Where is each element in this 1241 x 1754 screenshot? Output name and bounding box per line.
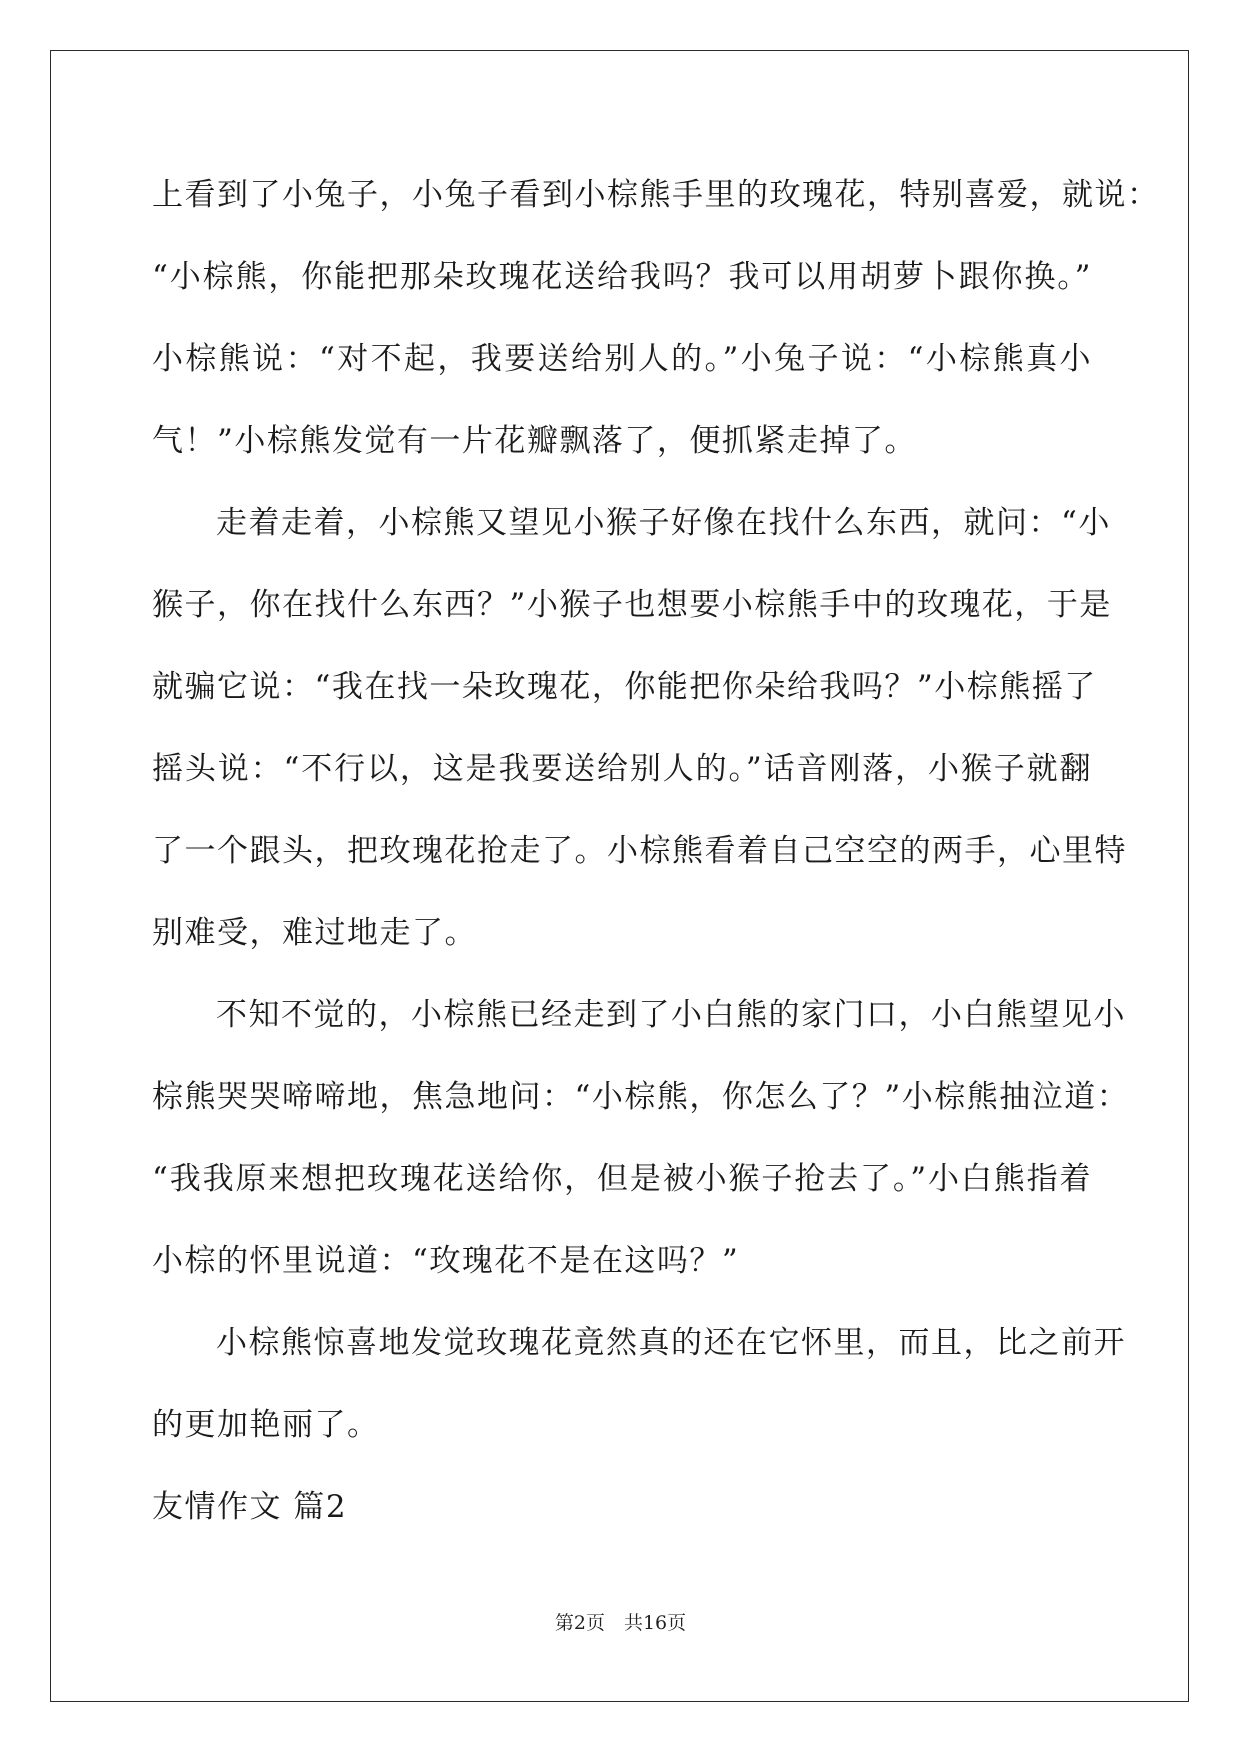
paragraph-line: 小棕的怀里说道：“玫瑰花不是在这吗？” [152,1243,740,1279]
paragraph-line: 的更加艳丽了。 [152,1407,380,1443]
paragraph-line: 不知不觉的，小棕熊已经走到了小白熊的家门口，小白熊望见小 [216,997,1126,1033]
paragraph-line: 上看到了小兔子，小兔子看到小棕熊手里的玫瑰花，特别喜爱，就说： [152,177,1160,213]
section-heading: 友情作文 篇2 [152,1489,348,1525]
paragraph-line: 气！”小棕熊发觉有一片花瓣飘落了，便抓紧走掉了。 [152,423,917,459]
paragraph-line: 猴子，你在找什么东西？”小猴子也想要小棕熊手中的玫瑰花，于是 [152,587,1112,623]
paragraph-line: 了一个跟头，把玫瑰花抢走了。小棕熊看着自己空空的两手，心里特 [152,833,1127,869]
paragraph-4 [152,1302,1126,1466]
paragraph-line: 走着走着，小棕熊又望见小猴子好像在找什么东西，就问：“小 [216,505,1111,541]
paragraph-1 [152,154,1160,482]
paragraph-line: “小棕熊，你能把那朵玫瑰花送给我吗？我可以用胡萝卜跟你换。” [152,259,1092,295]
paragraph-2 [152,482,1127,974]
paragraph-line: 小棕熊说：“对不起，我要送给别人的。”小兔子说：“小棕熊真小 [152,341,1092,377]
paragraph-line: 别难受，难过地走了。 [152,915,477,951]
paragraph-line: “我我原来想把玫瑰花送给你，但是被小猴子抢去了。”小白熊指着 [152,1161,1092,1197]
paragraph-line: 摇头说：“不行以，这是我要送给别人的。”话音刚落，小猴子就翻 [152,751,1092,787]
paragraph-3 [152,974,1130,1302]
document-body [152,154,1160,1548]
page-footer: 第2页 共16页 [554,1612,687,1634]
paragraph-line: 就骗它说：“我在找一朵玫瑰花，你能把你朵给我吗？”小棕熊摇了 [152,669,1097,705]
paragraph-line: 棕熊哭哭啼啼地，焦急地问：“小棕熊，你怎么了？”小棕熊抽泣道： [152,1079,1130,1115]
paragraph-line: 小棕熊惊喜地发觉玫瑰花竟然真的还在它怀里，而且，比之前开 [216,1325,1126,1361]
